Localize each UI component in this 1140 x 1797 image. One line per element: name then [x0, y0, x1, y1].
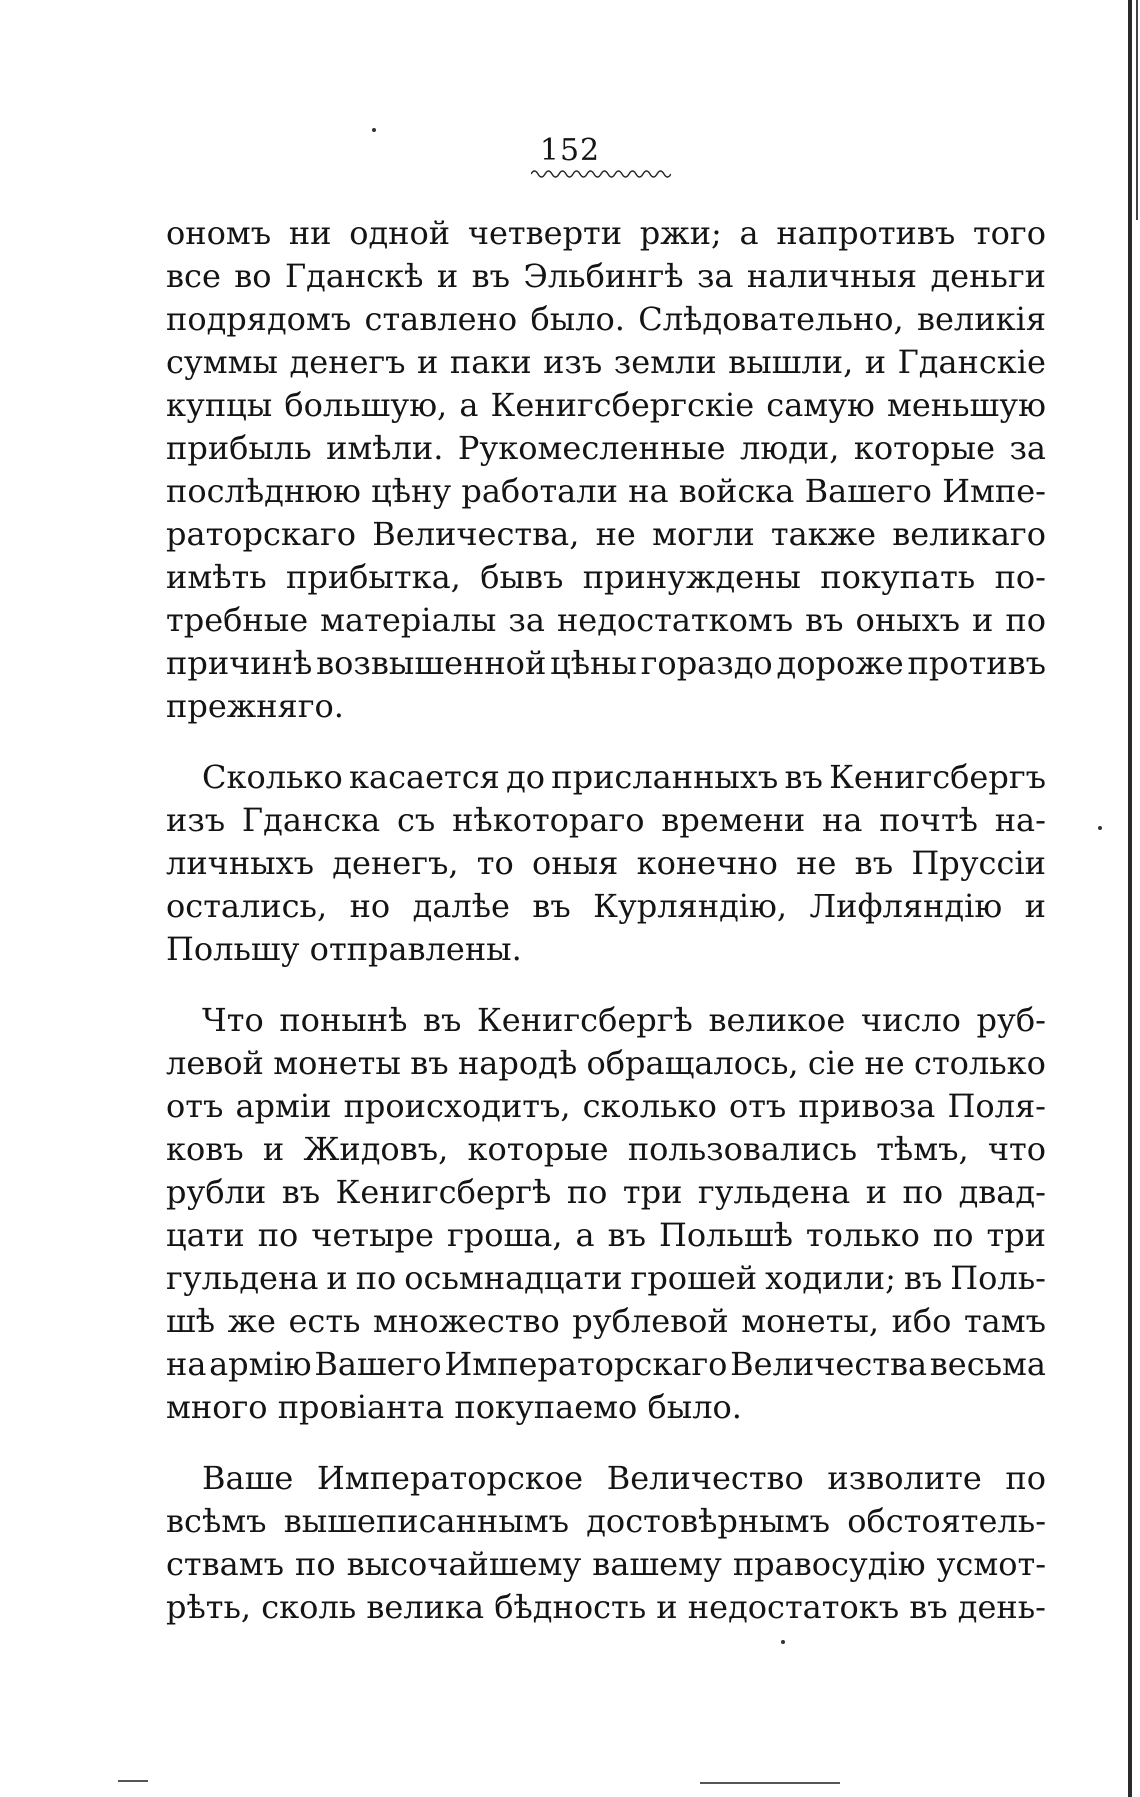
word: гульдена	[166, 1259, 319, 1297]
word: Курляндію,	[593, 887, 788, 925]
word: принуждены	[582, 558, 801, 596]
word: осьмнадцати	[404, 1259, 623, 1297]
word: по-	[994, 558, 1046, 596]
word: число	[860, 1001, 961, 1039]
word: причинѣ	[166, 644, 313, 682]
word: которые	[853, 429, 995, 467]
word: гораздо	[640, 644, 773, 682]
text-line	[166, 885, 1046, 927]
binding-edge-line	[1128, 0, 1132, 1797]
word: гроша,	[446, 1216, 563, 1254]
text-line	[166, 1171, 1046, 1213]
word: вашему	[592, 1545, 722, 1583]
word: имѣть	[166, 558, 267, 596]
word: недостатокъ	[687, 1588, 900, 1626]
word: присланныхъ	[551, 758, 779, 796]
word: ржи;	[639, 214, 722, 252]
word: по	[1005, 1459, 1046, 1497]
word: и	[1024, 887, 1046, 925]
word: Кенигсбергѣ	[477, 1001, 693, 1039]
word: отъ	[728, 1087, 787, 1125]
text-line	[166, 1257, 1046, 1299]
word: суммы	[166, 343, 278, 381]
word: и	[864, 343, 887, 381]
word: денегъ,	[332, 844, 459, 882]
word: нѣкотораго	[452, 801, 645, 839]
word: которые	[467, 1130, 609, 1168]
word: войска	[678, 472, 795, 510]
word: три	[622, 1173, 683, 1211]
word: Жидовъ,	[303, 1130, 449, 1168]
word: Кенигсбергѣ	[335, 1173, 552, 1211]
word: Величества	[730, 1345, 928, 1383]
text-line	[166, 212, 1046, 254]
word: по	[932, 1216, 974, 1254]
text-line	[166, 513, 1046, 555]
word: велика	[366, 1588, 485, 1626]
word: по	[257, 1216, 299, 1254]
word: есть	[288, 1302, 361, 1340]
scan-dash	[118, 1780, 148, 1782]
word: за	[696, 257, 734, 295]
text-line	[166, 1500, 1046, 1542]
word: множество	[373, 1302, 560, 1340]
word: ковъ	[166, 1130, 244, 1168]
word: понынѣ	[279, 1001, 408, 1039]
word: ходили;	[765, 1259, 896, 1297]
text-line	[166, 599, 1046, 641]
word: на	[628, 472, 669, 510]
word: ибо	[891, 1302, 952, 1340]
word: сколь	[261, 1588, 357, 1626]
word: по	[355, 1259, 397, 1297]
word: Величество	[606, 1459, 804, 1497]
word: арміи	[235, 1087, 332, 1125]
text-line	[166, 685, 1046, 727]
word: Эльбингѣ	[523, 257, 684, 295]
word: одной	[349, 214, 451, 252]
word: Величества,	[372, 515, 580, 553]
word: оныя	[532, 844, 619, 882]
text-line	[166, 427, 1046, 469]
text-line	[166, 799, 1046, 841]
text-line	[166, 1128, 1046, 1170]
binding-edge-line-thin	[1136, 0, 1138, 220]
word: цѣны	[550, 644, 637, 682]
word: и	[436, 257, 459, 295]
word: деньги	[930, 257, 1046, 295]
word: большую,	[284, 386, 448, 424]
word: времени	[661, 801, 806, 839]
word: пользовались	[627, 1130, 857, 1168]
text-line	[166, 1343, 1046, 1385]
word: грошей	[630, 1259, 758, 1297]
word: съ	[397, 801, 436, 839]
word: и	[262, 1130, 285, 1168]
word: прибыль	[166, 429, 312, 467]
word: Императорское	[316, 1459, 584, 1497]
word: рѣть,	[166, 1588, 252, 1626]
word: цѣну	[371, 472, 452, 510]
word: левой	[166, 1044, 264, 1082]
text-line	[166, 1042, 1046, 1084]
word: ставлено	[364, 300, 518, 338]
word: Лифляндію	[809, 887, 1003, 925]
word: до	[506, 758, 546, 796]
word: и	[656, 1588, 678, 1626]
text-line	[166, 384, 1046, 426]
word: дороже	[776, 644, 904, 682]
word: на	[166, 1345, 207, 1383]
word: конечно	[636, 844, 778, 882]
word: ни	[288, 214, 332, 252]
word: за	[1009, 429, 1046, 467]
word: четверти	[467, 214, 623, 252]
word: ствамъ	[166, 1545, 284, 1583]
word: Ваше	[202, 1459, 294, 1497]
word: руб-	[976, 1001, 1046, 1039]
word: и	[865, 1173, 888, 1211]
word: Пруссіи	[911, 844, 1046, 882]
word: могли	[652, 515, 755, 553]
text-line	[166, 1214, 1046, 1256]
word: не	[796, 844, 837, 882]
word: Вашего	[804, 472, 932, 510]
text-line	[166, 842, 1046, 884]
word: Рукомесленные	[457, 429, 726, 467]
word: за	[508, 601, 545, 639]
word: оныхъ	[855, 601, 961, 639]
word: рублевой	[572, 1302, 729, 1340]
word: покупать	[820, 558, 976, 596]
word: меньшую	[886, 386, 1046, 424]
text-line	[166, 255, 1046, 297]
text-line-content: прежняго.	[166, 687, 344, 725]
ornament-wavy-rule	[531, 168, 671, 180]
word: а	[575, 1216, 595, 1254]
word: того	[972, 214, 1046, 252]
word: и	[417, 343, 439, 381]
word: Гданска	[241, 801, 381, 839]
text-line	[166, 1386, 1046, 1428]
word: прибытка,	[286, 558, 461, 596]
word: Что	[202, 1001, 264, 1039]
word: все	[166, 257, 221, 295]
word: паки	[449, 343, 532, 381]
text-line	[166, 298, 1046, 340]
word: люди,	[740, 429, 840, 467]
word: матеріалы	[320, 601, 497, 639]
word: четыре	[311, 1216, 434, 1254]
word: монеты,	[741, 1302, 880, 1340]
word: рубли	[166, 1173, 267, 1211]
word: Кенигсбергскіе	[490, 386, 755, 424]
word: далѣе	[412, 887, 510, 925]
word: изволите	[827, 1459, 982, 1497]
word: гульдена	[697, 1173, 851, 1211]
word: не	[595, 515, 636, 553]
word: Польшѣ	[658, 1216, 793, 1254]
word: но	[349, 887, 391, 925]
word: противъ	[907, 644, 1046, 682]
word: по	[295, 1545, 336, 1583]
word: на-	[994, 801, 1046, 839]
word: бѣдность	[494, 1588, 647, 1626]
word: весьма	[929, 1345, 1046, 1383]
word: обращалось,	[586, 1044, 799, 1082]
word: также	[770, 515, 877, 553]
word: день-	[957, 1588, 1046, 1626]
scan-speck	[1098, 826, 1102, 830]
word: Императорскаго	[444, 1345, 728, 1383]
word: самую	[766, 386, 875, 424]
word: великое	[708, 1001, 846, 1039]
word: двад-	[958, 1173, 1046, 1211]
text-line	[166, 556, 1046, 598]
word: недостаткомъ	[556, 601, 794, 639]
word: въ	[281, 1173, 321, 1211]
word: сколько	[582, 1087, 717, 1125]
word: требные	[166, 601, 309, 639]
word: въ	[471, 257, 510, 295]
word: что	[987, 1130, 1046, 1168]
word: великаго	[892, 515, 1046, 553]
word: Сколько	[202, 758, 343, 796]
word: правосудію	[732, 1545, 926, 1583]
word: народѣ	[457, 1044, 578, 1082]
word: Кенигсбергъ	[829, 758, 1046, 796]
word: по	[902, 1173, 944, 1211]
word: въ	[854, 844, 894, 882]
word: въ	[903, 1259, 943, 1297]
word: почтѣ	[879, 801, 978, 839]
word: высочайшему	[346, 1545, 582, 1583]
page-number: 152	[539, 133, 601, 168]
word: подрядомъ	[166, 300, 352, 338]
word: изъ	[543, 343, 603, 381]
word: въ	[909, 1588, 948, 1626]
word: остались,	[166, 887, 328, 925]
word: въ	[410, 1044, 449, 1082]
word: столько	[914, 1044, 1046, 1082]
text-line	[202, 999, 1046, 1041]
text-line-content: Польшу отправлены.	[166, 930, 522, 968]
word: шѣ	[166, 1302, 216, 1340]
word: касается	[349, 758, 500, 796]
word: тѣмъ,	[876, 1130, 969, 1168]
word: Поля-	[947, 1087, 1046, 1125]
word: было.	[530, 300, 625, 338]
word: по	[566, 1173, 608, 1211]
word: и	[972, 601, 994, 639]
text-line	[166, 470, 1046, 512]
text-line	[166, 1085, 1046, 1127]
word: вышли,	[728, 343, 854, 381]
word: по	[1005, 601, 1046, 639]
word: во	[234, 257, 272, 295]
word: тамъ	[963, 1302, 1046, 1340]
text-line	[202, 756, 1046, 798]
word: Поль-	[950, 1259, 1046, 1297]
word: имѣли.	[326, 429, 444, 467]
word: Импе-	[942, 472, 1046, 510]
word: работали	[461, 472, 618, 510]
word: напротивъ	[776, 214, 956, 252]
word: монеты	[273, 1044, 401, 1082]
word: же	[227, 1302, 276, 1340]
word: армію	[209, 1345, 312, 1383]
word: въ	[423, 1001, 462, 1039]
word: достовѣрнымъ	[586, 1502, 830, 1540]
word: изъ	[166, 801, 226, 839]
word: не	[864, 1044, 905, 1082]
word: купцы	[166, 386, 273, 424]
word: сіе	[807, 1044, 855, 1082]
word: Вашего	[314, 1345, 442, 1383]
word: на	[822, 801, 863, 839]
word: въ	[784, 758, 823, 796]
word: привоза	[798, 1087, 936, 1125]
text-line	[166, 642, 1046, 684]
word: раторскаго	[166, 515, 357, 553]
word: вышеписаннымъ	[283, 1502, 569, 1540]
word: Гданскіе	[897, 343, 1046, 381]
word: земли	[613, 343, 717, 381]
word: то	[476, 844, 514, 882]
text-line	[166, 341, 1046, 383]
word: происходитъ,	[343, 1087, 571, 1125]
text-line	[166, 1543, 1046, 1585]
text-line	[166, 1300, 1046, 1342]
word: три	[986, 1216, 1046, 1254]
word: а	[739, 214, 759, 252]
word: возвышенной	[316, 644, 547, 682]
word: Гданскѣ	[284, 257, 424, 295]
word: великія	[916, 300, 1046, 338]
word: и	[326, 1259, 348, 1297]
word: ономъ	[166, 214, 272, 252]
word: послѣднюю	[166, 472, 361, 510]
word: Слѣдовательно,	[638, 300, 904, 338]
text-line	[202, 1457, 1046, 1499]
word: всѣмъ	[166, 1502, 267, 1540]
word: отъ	[166, 1087, 224, 1125]
word: бывъ	[480, 558, 564, 596]
word: наличныя	[746, 257, 918, 295]
word: въ	[805, 601, 844, 639]
word: а	[459, 386, 479, 424]
text-line-content: много провіанта покупаемо было.	[166, 1388, 742, 1426]
word: личныхъ	[166, 844, 315, 882]
word: только	[805, 1216, 920, 1254]
word: обстоятель-	[847, 1502, 1046, 1540]
scan-dash	[700, 1782, 840, 1784]
word: усмот-	[936, 1545, 1046, 1583]
word: денегъ	[289, 343, 406, 381]
word: цати	[166, 1216, 245, 1254]
scan-speck	[781, 1640, 785, 1644]
word: въ	[607, 1216, 646, 1254]
text-line	[166, 928, 1046, 970]
text-line	[166, 1586, 1046, 1628]
scan-speck	[372, 128, 376, 132]
word: въ	[532, 887, 571, 925]
